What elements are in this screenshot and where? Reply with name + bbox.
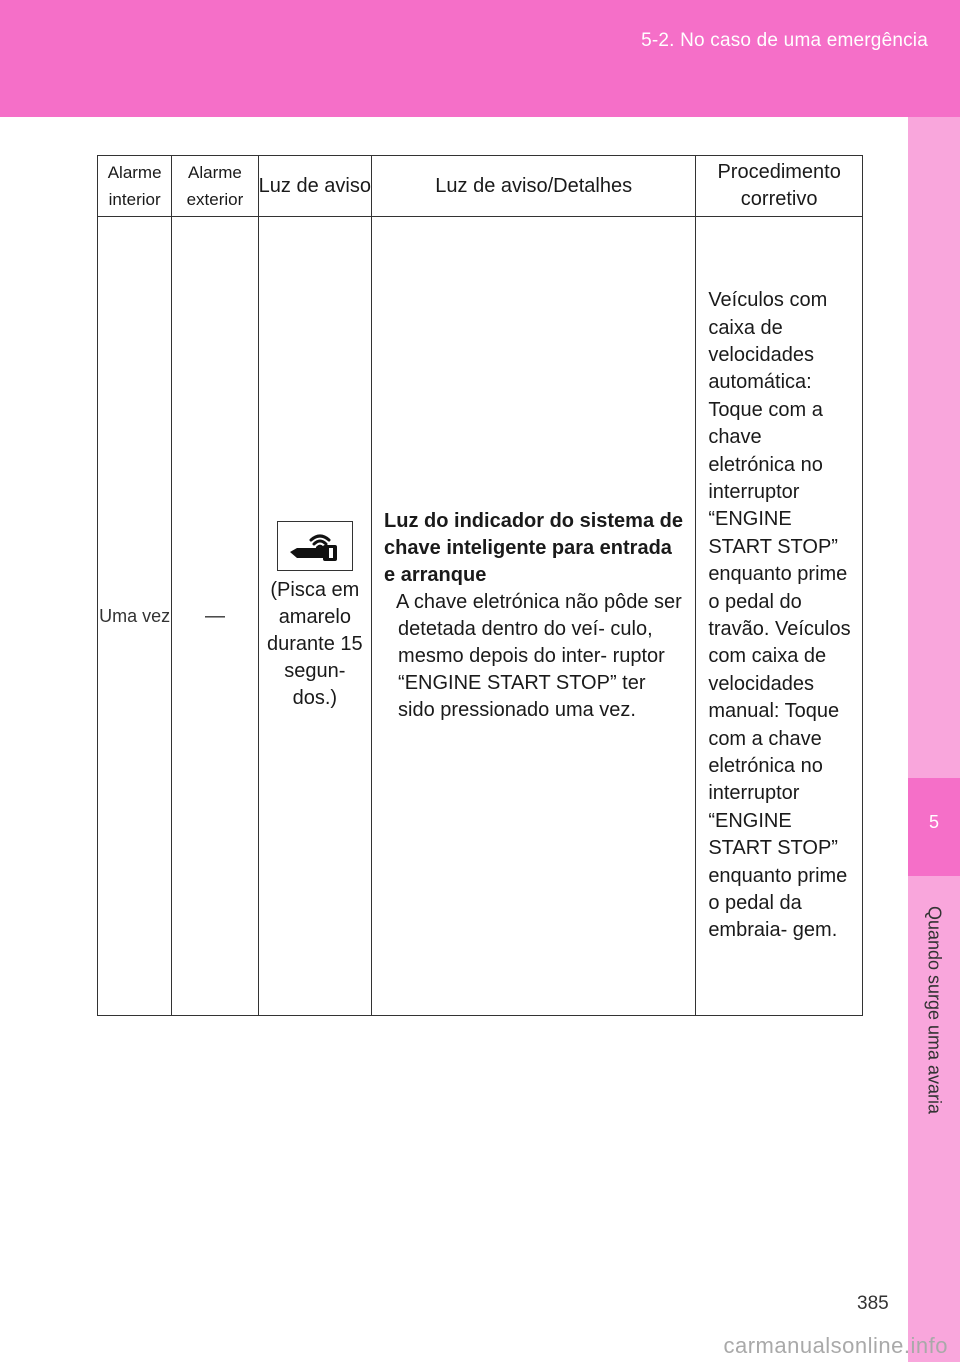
interior-alarm-cell: Uma vez — [98, 217, 172, 1016]
table-row — [98, 217, 863, 1016]
page-number: 385 — [857, 1293, 889, 1314]
section-title: 5-2. No caso de uma emergência — [641, 30, 928, 51]
watermark-text: carmanualsonline.info — [723, 1333, 948, 1358]
chapter-number: 5 — [928, 812, 939, 832]
column-header-procedure: Procedimento corretivo — [696, 156, 863, 217]
column-header-details: Luz de aviso/Detalhes — [372, 156, 696, 217]
details-cell — [372, 217, 696, 1016]
detail-body: A chave eletrónica não pôde ser detetada dentro do veí- culo, mesmo depois do inter- ruptor “ENGINE START STOP” ter sido pressionado uma vez. — [396, 591, 682, 721]
column-header-warning-light: Luz de aviso — [258, 156, 371, 217]
exterior-alarm-cell: — — [172, 217, 258, 1016]
warning-light-cell — [258, 217, 371, 1016]
procedure-cell: Veículos com caixa de velocidades automática: Toque com a chave eletrónica no interruptor “ENGINE START STOP” enquanto prime o pedal do travão. Veículos com caixa de velocidades manual: Toque com a chave eletrónica no interruptor “ENGINE START STOP” enquanto prime o pedal da embraia- gem. — [696, 217, 863, 1016]
smart-key-indicator-icon — [277, 521, 353, 571]
column-header-exterior-alarm: Alarme exterior — [172, 156, 258, 217]
chapter-side-tab — [908, 117, 960, 1362]
warning-light-note: (Pisca em amarelo durante 15 segun- dos.) — [267, 578, 363, 709]
top-header-band — [0, 0, 960, 117]
chapter-title: Quando surge uma avaria — [924, 905, 945, 1115]
column-header-interior-alarm: Alarme interior — [98, 156, 172, 217]
detail-title: Luz do indicador do sistema de chave inteligente para entrada e arranque — [384, 510, 683, 586]
warning-light-table — [97, 155, 863, 1016]
table-header-row — [98, 156, 863, 217]
